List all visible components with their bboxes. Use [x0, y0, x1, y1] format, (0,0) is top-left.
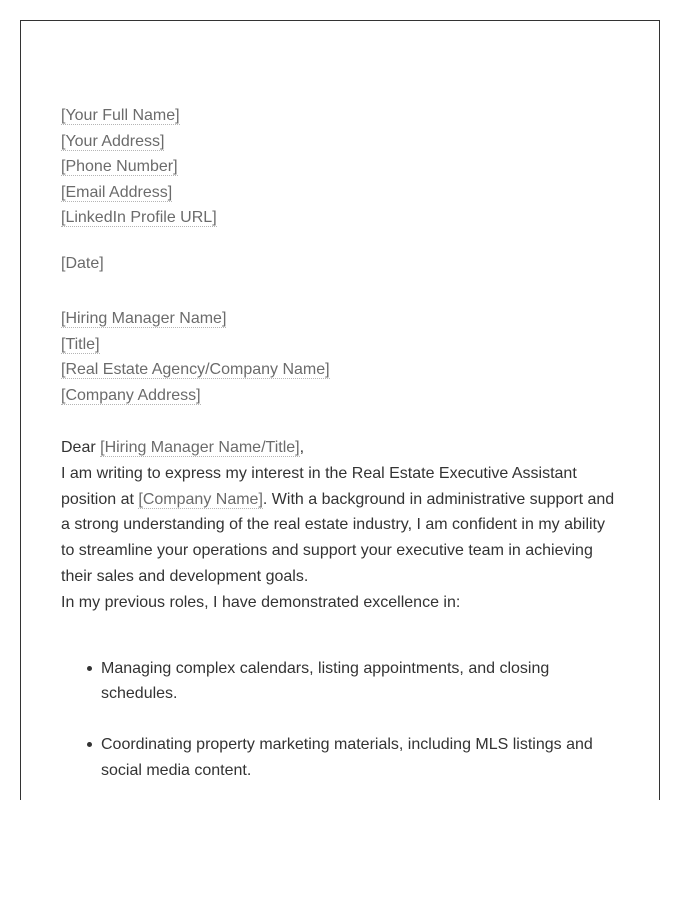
intro-line-3: a strong understanding of the real estate industry, I am confident in my ability [61, 516, 605, 534]
sender-linkedin: [LinkedIn Profile URL] [61, 209, 217, 226]
intro-line-2-prefix: position at [61, 490, 139, 508]
recipient-block [61, 306, 621, 408]
letter-content [61, 103, 621, 784]
salutation [61, 435, 621, 461]
salutation-prefix: Dear [61, 439, 101, 456]
previous-roles-lead: In my previous roles, I have demonstrated excellence in: [61, 593, 461, 611]
recipient-company-address: [Company Address] [61, 386, 201, 404]
salutation-suffix: , [299, 439, 305, 456]
intro-line-5: their sales and development goals. [61, 567, 309, 585]
bullet-1-line-1: Managing complex calendars, listing appointments, and closing [101, 659, 550, 677]
recipient-company-name: [Real Estate Agency/Company Name] [61, 361, 330, 378]
bullet-2-line-2: social media content. [101, 761, 252, 779]
sender-block [61, 103, 621, 231]
sender-full-name: [Your Full Name] [61, 107, 180, 124]
intro-company-placeholder: [Company Name] [138, 490, 263, 508]
recipient-title: [Title] [61, 335, 100, 353]
list-item [61, 656, 621, 708]
letter-body [61, 435, 621, 616]
sender-phone: [Phone Number] [61, 158, 178, 175]
letter-date: [Date] [61, 254, 104, 272]
intro-line-4: to streamline your operations and support your executive team in achieving [61, 542, 593, 560]
bullet-2-line-1: Coordinating property marketing materials, including MLS listings and [101, 736, 593, 754]
intro-line-2 [61, 487, 621, 513]
sender-email: [Email Address] [61, 183, 173, 201]
letter-page [20, 20, 660, 800]
intro-line-2-suffix: . With a background in administrative support and [262, 490, 615, 508]
list-item [61, 732, 621, 784]
bullet-1-line-2: schedules. [101, 685, 178, 703]
achievements-list [61, 656, 621, 784]
recipient-manager-name: [Hiring Manager Name] [61, 310, 227, 327]
date-line [61, 251, 621, 277]
intro-line-1: I am writing to express my interest in the Real Estate Executive Assistant [61, 464, 577, 482]
sender-address: [Your Address] [61, 132, 165, 150]
salutation-placeholder: [Hiring Manager Name/Title] [100, 439, 300, 456]
